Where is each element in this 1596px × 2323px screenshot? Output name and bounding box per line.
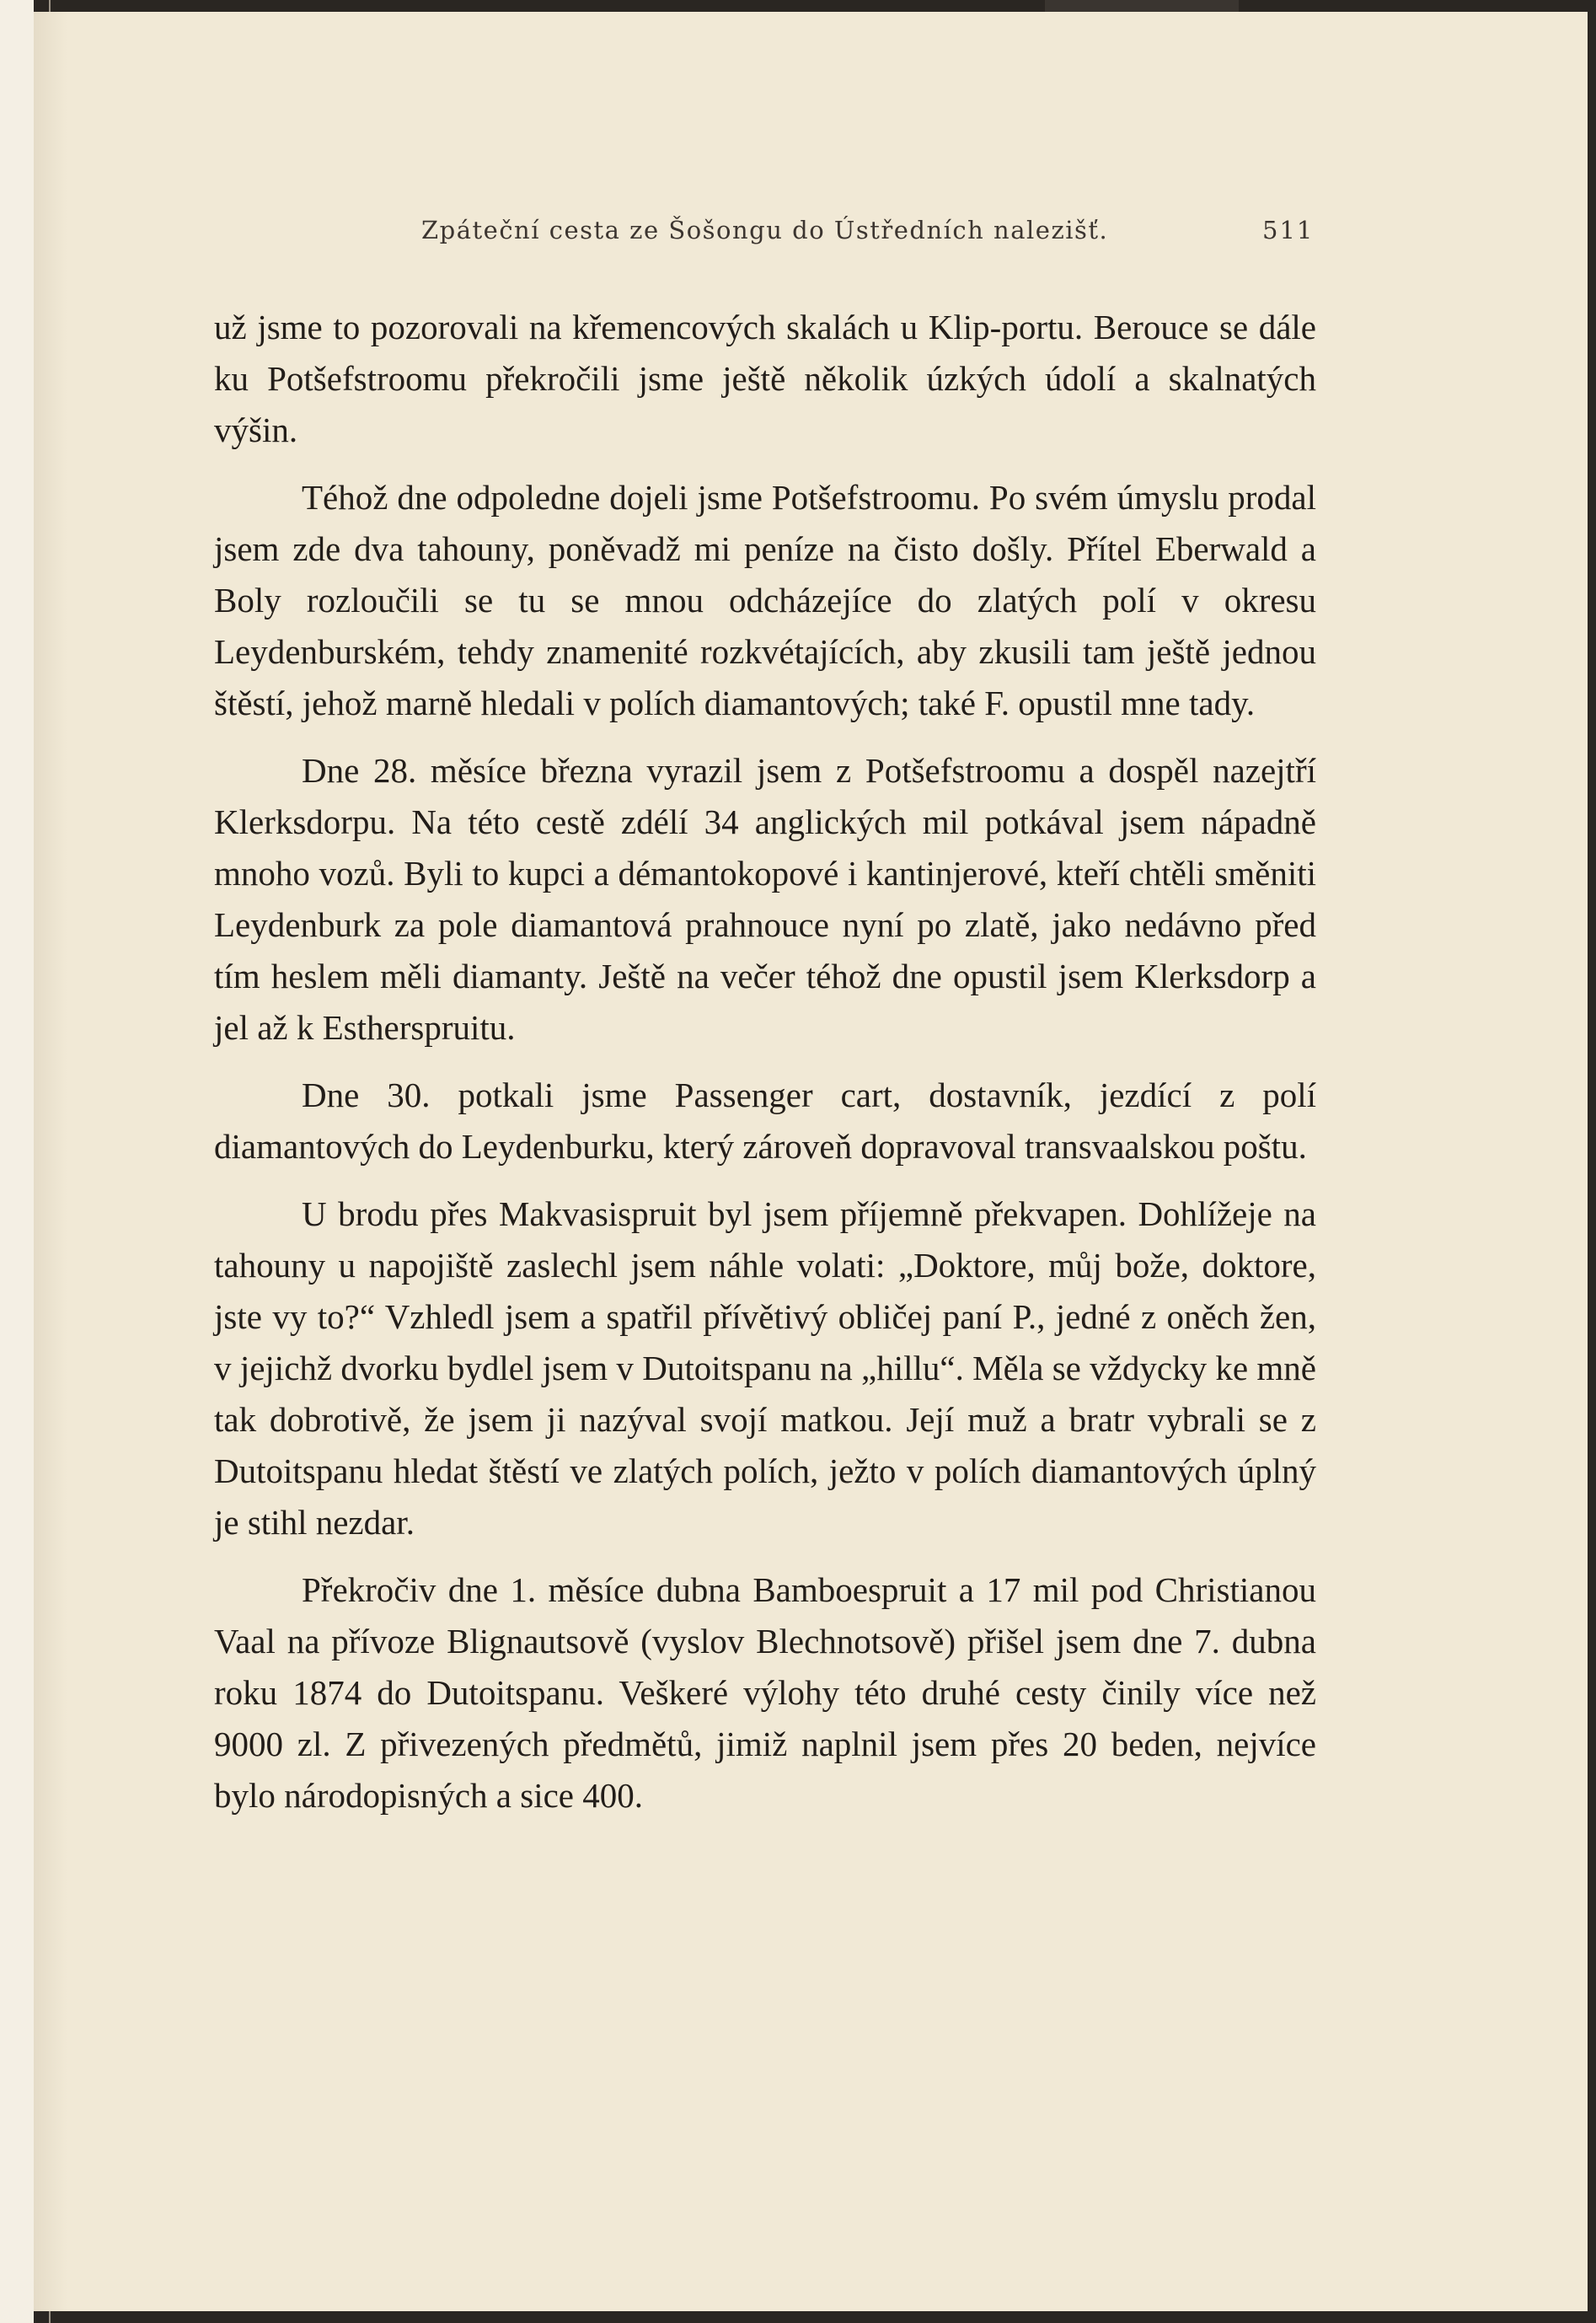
page-number: 511	[1262, 216, 1315, 244]
paragraph-6: Překročiv dne 1. měsíce dubna Bamboespruit a 17 mil pod Christianou Vaal na přívoze Blignautsově (vyslov Blechnotsově) přišel jsem dne 7. dubna roku 1874 do Dutoitspanu. Veškeré výlohy této druhé cesty činily více než 9000 zl. Z přivezených předmětů, jimiž naplnil jsem přes 20 beden, nejvíce bylo národopisných a sice 400.	[214, 1570, 1316, 1815]
body-text	[214, 302, 1316, 1837]
running-title: Zpáteční cesta ze Šošongu do Ústředních nalezišť.	[421, 216, 1109, 244]
paragraph-4: Dne 30. potkali jsme Passenger cart, dostavník, jezdící z polí diamantových do Leydenburku, který zároveň dopravoval transvaalskou poštu.	[214, 1076, 1316, 1166]
paragraph-2: Téhož dne odpoledne dojeli jsme Potšefstroomu. Po svém úmyslu prodal jsem zde dva tahouny, poněvadž mi peníze na čisto došly. Přítel Eberwald a Boly rozloučili se tu se mnou odcházejíce do zlatých polí v okresu Leydenburském, tehdy znamenité rozkvétajících, aby zkusili tam ještě jednou štěstí, jehož marně hledali v polích diamantových; také F. opustil mne tady.	[214, 478, 1316, 722]
paragraph-3: Dne 28. měsíce března vyrazil jsem z Potšefstroomu a dospěl nazejtří Klerksdorpu. Na této cestě zdélí 34 anglických mil potkával jsem nápadně mnoho vozů. Byli to kupci a démantokopové i kantinjerové, kteří chtěli směniti Leydenburk za pole diamantová prahnouce nyní po zlatě, jako nedávno před tím heslem měli diamanty. Ještě na večer téhož dne opustil jsem Klerksdorp a jel až k Estherspruitu.	[214, 751, 1316, 1047]
paragraph-5: U brodu přes Makvasispruit byl jsem příjemně překvapen. Dohlížeje na tahouny u napojiště zaslechl jsem náhle volati: „Doktore, můj bože, doktore, jste vy to?“ Vzhledl jsem a spatřil přívětivý obličej paní P., jedné z oněch žen, v jejichž dvorku bydlel jsem v Dutoitspanu na „hillu“. Měla se vždycky ke mně tak dobrotivě, že jsem ji nazýval svojí matkou. Její muž a bratr vybrali se z Dutoitspanu hledat štěstí ve zlatých polích, ježto v polích diamantových úplný je stihl nezdar.	[214, 1194, 1316, 1542]
page-left-edge	[0, 0, 34, 2323]
paragraph-1: už jsme to pozorovali na křemencových skalách u Klip-portu. Berouce se dále ku Potšefstroomu překročili jsme ještě několik úzkých údolí a skalnatých výšin.	[214, 308, 1316, 449]
running-header	[0, 216, 1596, 253]
